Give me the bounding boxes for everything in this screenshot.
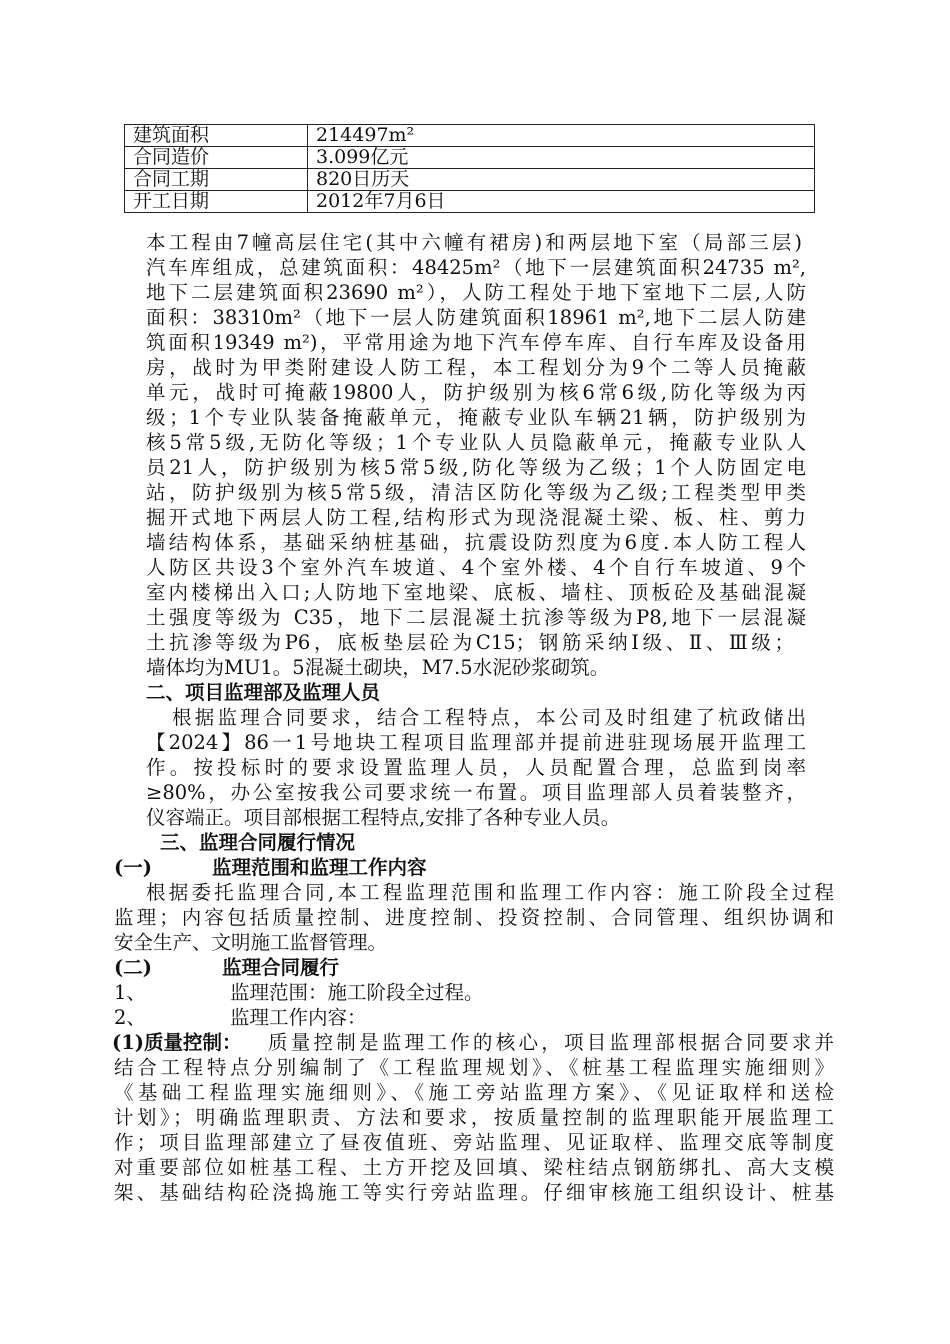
overview-line: 员21人，防护级别为核5常5级,防化等级为乙级；1个人防固定电 [146,456,806,479]
overview-line: 人防区共设3个室外汽车坡道、4个室外楼、4个自行车坡道、9个 [146,556,806,579]
table-label: 合同工期 [125,169,308,191]
table-label: 开工日期 [125,191,308,213]
overview-line: 地下二层建筑面积23690 m²），人防工程处于地下室地下二层,人防 [146,281,806,304]
overview-line: 汽车库组成，总建筑面积：48425m²（地下一层建筑面积24735 m², [146,256,806,279]
quality-line: 结合工程特点分别编制了《工程监理规划》、《桩基工程监理实施细则》 [114,1056,834,1079]
section2-line: 根据监理合同要求，结合工程特点，本公司及时组建了杭政储出 [172,706,806,729]
table-row [125,169,815,191]
overview-line: 本工程由7幢高层住宅(其中六幢有裙房)和两层地下室（局部三层) [146,231,802,254]
overview-line: 单元，战时可掩蔽19800人，防护级别为核6常6级,防化等级为丙 [146,381,806,404]
overview-line: 房，战时为甲类附建设人防工程，本工程划分为9个二等人员掩蔽 [146,356,806,379]
overview-line: 室内楼梯出入口;人防地下室地梁、底板、墙柱、顶板砼及基础混凝 [146,581,806,604]
quality-line: 作；项目监理部建立了昼夜值班、旁站监理、见证取样、监理交底等制度 [114,1131,834,1154]
overview-line: 掘开式地下两层人防工程,结构形式为现浇混凝土梁、板、柱、剪力 [146,506,806,529]
section2-line: ≥80%，办公室按我公司要求统一布置。项目监理部人员着装整齐， [146,781,806,804]
item-number: 1、 [114,981,146,1004]
section2-line: 作。按投标时的要求设置监理人员，人员配置合理，总监到岗率 [146,756,806,779]
table-value: 820日历天 [308,169,815,191]
table-row [125,125,815,147]
table-label: 建筑面积 [125,125,308,147]
overview-line: 土抗渗等级为P6，底板垫层砼为C15；钢筋采纳Ⅰ级、Ⅱ、Ⅲ级； [146,631,794,654]
section-heading: 二、项目监理部及监理人员 [146,681,381,704]
quality-line: 质量控制是监理工作的核心，项目监理部根据合同要求并 [268,1031,834,1054]
table-value: 214497m² [308,125,815,147]
section2-line: 【2024】86一1号地块工程项目监理部并提前进驻现场展开监理工 [146,731,806,754]
table-value: 2012年7月6日 [308,191,815,213]
quality-line: 架、基础结构砼浇捣施工等实行旁站监理。仔细审核施工组织设计、桩基 [114,1181,834,1204]
quality-line: 对重要部位如桩基工程、土方开挖及回填、梁柱结点钢筋绑扎、高大支模 [114,1156,834,1179]
overview-line: 级；1个专业队装备掩蔽单元，掩蔽专业队车辆21辆，防护级别为 [146,406,806,429]
quality-line: 计划》；明确监理职责、方法和要求，按质量控制的监理职能开展监理工 [114,1106,834,1129]
section-heading: 三、监理合同履行情况 [160,831,356,854]
section3-line: 安全生产、文明施工监督管理。 [114,931,388,954]
section3-line: 根据委托监理合同,本工程监理范围和监理工作内容：施工阶段全过程 [146,881,834,904]
overview-line: 面积：38310m²（地下一层人防建筑面积18961 m²,地下二层人防建 [146,306,806,329]
subsection-number: (二) [114,956,152,979]
quality-label: (1)质量控制： [112,1031,242,1054]
overview-line: 墙体均为MU1。5混凝土砌块，M7.5水泥砂浆砌筑。 [146,656,610,679]
item-text: 监理工作内容： [230,1006,367,1029]
overview-line: 土强度等级为 C35，地下二层混凝土抗渗等级为P8,地下一层混凝 [146,606,806,629]
subsection-title: 监理范围和监理工作内容 [212,856,427,879]
quality-line: 《基础工程监理实施细则》、《施工旁站监理方案》、《见证取样和送检 [114,1081,834,1104]
item-number: 2、 [114,1006,146,1029]
overview-line: 站，防护级别为核5常5级，清洁区防化等级为乙级;工程类型甲类 [146,481,806,504]
table-row [125,191,815,213]
overview-line: 筑面积19349 m²)，平常用途为地下汽车停车库、自行车库及设备用 [146,331,806,354]
subsection-number: (一) [114,856,152,879]
table-row [125,147,815,169]
table-label: 合同造价 [125,147,308,169]
item-text: 监理范围：施工阶段全过程。 [230,981,484,1004]
overview-line: 核5常5级,无防化等级；1个专业队人员隐蔽单元，掩蔽专业队人 [146,431,806,454]
table-value: 3.099亿元 [308,147,815,169]
overview-line: 墙结构体系，基础采纳桩基础，抗震设防烈度为6度.本人防工程人 [146,531,806,554]
section3-line: 监理；内容包括质量控制、进度控制、投资控制、合同管理、组织协调和 [114,906,834,929]
section2-line: 仪容端正。项目部根据工程特点,安排了各种专业人员。 [146,806,621,829]
subsection-title: 监理合同履行 [222,956,340,979]
project-info-table [124,124,815,213]
